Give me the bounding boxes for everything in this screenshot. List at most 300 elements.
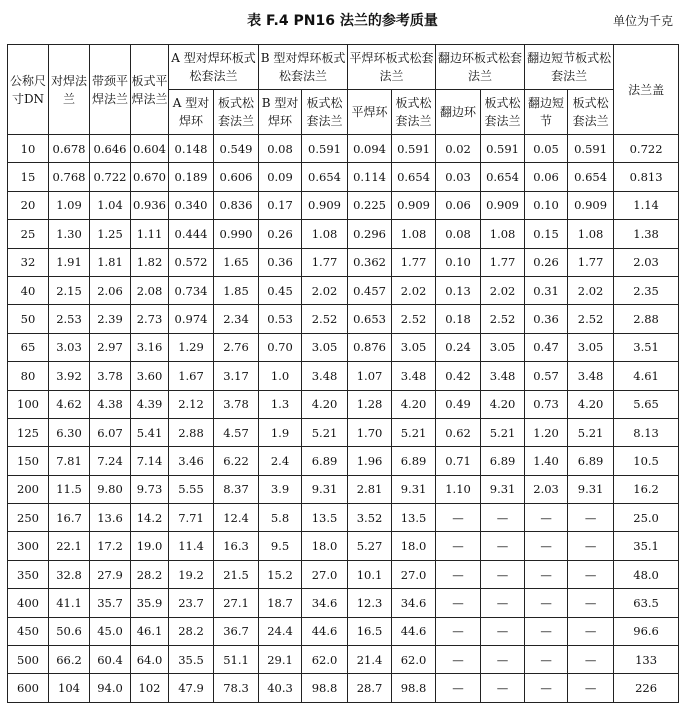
mass-cell: 2.88 [614, 305, 679, 333]
mass-cell: 0.09 [259, 163, 302, 191]
mass-cell: 0.722 [614, 135, 679, 163]
mass-cell: — [481, 504, 525, 532]
mass-cell: — [525, 589, 568, 617]
mass-cell: 104 [49, 674, 90, 702]
mass-cell: 0.653 [348, 305, 392, 333]
mass-cell: 1.9 [259, 418, 302, 446]
mass-cell: 13.5 [392, 504, 436, 532]
mass-cell: 0.768 [49, 163, 90, 191]
mass-cell: 6.89 [302, 447, 348, 475]
mass-cell: — [568, 674, 614, 702]
mass-cell: 3.48 [481, 362, 525, 390]
table-row [8, 674, 679, 702]
table-row [8, 532, 679, 560]
mass-cell: 4.20 [392, 390, 436, 418]
mass-cell: 3.48 [568, 362, 614, 390]
mass-cell: — [436, 674, 481, 702]
mass-cell: 23.7 [169, 589, 214, 617]
mass-cell: 27.0 [302, 560, 348, 588]
mass-cell: 5.8 [259, 504, 302, 532]
mass-cell: 0.26 [525, 248, 568, 276]
mass-cell: 0.36 [259, 248, 302, 276]
mass-cell: 0.13 [436, 276, 481, 304]
mass-cell: 94.0 [90, 674, 131, 702]
mass-cell: 13.5 [302, 504, 348, 532]
mass-cell: 2.35 [614, 276, 679, 304]
dn-cell: 350 [8, 560, 49, 588]
mass-cell: 4.20 [568, 390, 614, 418]
dn-cell: 50 [8, 305, 49, 333]
mass-cell: 0.094 [348, 135, 392, 163]
mass-cell: 12.4 [214, 504, 259, 532]
mass-cell: 133 [614, 646, 679, 674]
mass-cell: 47.9 [169, 674, 214, 702]
mass-cell: 0.572 [169, 248, 214, 276]
mass-cell: 0.70 [259, 333, 302, 361]
mass-cell: 9.31 [392, 475, 436, 503]
table-row [8, 248, 679, 276]
mass-cell: 0.26 [259, 220, 302, 248]
mass-cell: 0.362 [348, 248, 392, 276]
header-row-1 [8, 45, 679, 90]
mass-cell: 0.10 [525, 191, 568, 219]
dn-cell: 10 [8, 135, 49, 163]
dn-cell: 400 [8, 589, 49, 617]
mass-cell: 4.61 [614, 362, 679, 390]
mass-cell: 0.03 [436, 163, 481, 191]
dn-cell: 65 [8, 333, 49, 361]
mass-cell: 3.52 [348, 504, 392, 532]
mass-cell: 1.67 [169, 362, 214, 390]
mass-cell: — [568, 589, 614, 617]
mass-cell: 18.0 [302, 532, 348, 560]
mass-cell: — [568, 646, 614, 674]
table-row [8, 362, 679, 390]
mass-cell: 0.31 [525, 276, 568, 304]
mass-cell: 0.990 [214, 220, 259, 248]
mass-cell: 1.08 [392, 220, 436, 248]
mass-cell: 2.52 [392, 305, 436, 333]
col-a-flange: 板式松套法兰 [214, 90, 259, 135]
mass-cell: 5.41 [131, 418, 169, 446]
mass-cell: 0.42 [436, 362, 481, 390]
mass-cell: 64.0 [131, 646, 169, 674]
mass-cell: 0.678 [49, 135, 90, 163]
mass-cell: 1.65 [214, 248, 259, 276]
dn-cell: 20 [8, 191, 49, 219]
mass-cell: 36.7 [214, 617, 259, 645]
mass-cell: 0.57 [525, 362, 568, 390]
mass-cell: 0.646 [90, 135, 131, 163]
mass-cell: 5.65 [614, 390, 679, 418]
mass-cell: 3.05 [568, 333, 614, 361]
mass-cell: — [525, 532, 568, 560]
mass-cell: 5.21 [302, 418, 348, 446]
mass-cell: 1.77 [568, 248, 614, 276]
dn-cell: 40 [8, 276, 49, 304]
col-e-stub: 翻边短节 [525, 90, 568, 135]
mass-cell: 34.6 [392, 589, 436, 617]
mass-cell: 0.08 [259, 135, 302, 163]
mass-cell: 9.80 [90, 475, 131, 503]
table-row [8, 191, 679, 219]
col-b-ring: B 型对焊环 [259, 90, 302, 135]
mass-cell: 18.7 [259, 589, 302, 617]
mass-cell: 2.02 [392, 276, 436, 304]
mass-cell: — [568, 560, 614, 588]
mass-cell: 0.05 [525, 135, 568, 163]
mass-cell: 2.34 [214, 305, 259, 333]
mass-cell: 1.3 [259, 390, 302, 418]
mass-cell: 0.591 [481, 135, 525, 163]
mass-cell: 0.909 [392, 191, 436, 219]
mass-cell: 0.734 [169, 276, 214, 304]
mass-cell: — [481, 560, 525, 588]
mass-cell: 0.06 [525, 163, 568, 191]
mass-cell: 0.148 [169, 135, 214, 163]
mass-cell: 8.37 [214, 475, 259, 503]
unit-note: 单位为千克 [612, 14, 673, 28]
mass-cell: 1.20 [525, 418, 568, 446]
mass-cell: 19.0 [131, 532, 169, 560]
mass-cell: 2.52 [302, 305, 348, 333]
mass-cell: 11.4 [169, 532, 214, 560]
mass-cell: 1.08 [481, 220, 525, 248]
mass-cell: 1.28 [348, 390, 392, 418]
mass-cell: 0.836 [214, 191, 259, 219]
col-blind: 法兰盖 [614, 45, 679, 135]
mass-cell: 48.0 [614, 560, 679, 588]
mass-cell: 4.57 [214, 418, 259, 446]
mass-cell: 0.591 [568, 135, 614, 163]
mass-cell: 28.2 [169, 617, 214, 645]
table-title: 表 F.4 PN16 法兰的参考质量 [247, 13, 438, 29]
mass-cell: 1.70 [348, 418, 392, 446]
mass-cell: 5.21 [392, 418, 436, 446]
mass-cell: 41.1 [49, 589, 90, 617]
mass-cell: 1.09 [49, 191, 90, 219]
group-c: 平焊环板式松套法兰 [348, 45, 436, 90]
mass-cell: — [481, 646, 525, 674]
mass-cell: 98.8 [302, 674, 348, 702]
mass-cell: 5.21 [568, 418, 614, 446]
mass-cell: 2.15 [49, 276, 90, 304]
mass-cell: 9.31 [302, 475, 348, 503]
mass-cell: 35.1 [614, 532, 679, 560]
mass-cell: 1.77 [392, 248, 436, 276]
table-row [8, 447, 679, 475]
mass-cell: 44.6 [392, 617, 436, 645]
dn-cell: 600 [8, 674, 49, 702]
mass-cell: 98.8 [392, 674, 436, 702]
mass-cell: 1.29 [169, 333, 214, 361]
mass-cell: 0.654 [302, 163, 348, 191]
dn-cell: 100 [8, 390, 49, 418]
mass-cell: 1.81 [90, 248, 131, 276]
mass-cell: 0.36 [525, 305, 568, 333]
mass-cell: 2.02 [568, 276, 614, 304]
col-plate-slip: 板式平焊法兰 [131, 45, 169, 135]
table-body [8, 135, 679, 703]
mass-cell: — [436, 617, 481, 645]
mass-cell: 0.670 [131, 163, 169, 191]
mass-cell: 0.73 [525, 390, 568, 418]
dn-cell: 32 [8, 248, 49, 276]
mass-cell: 0.549 [214, 135, 259, 163]
mass-cell: 102 [131, 674, 169, 702]
table-row [8, 390, 679, 418]
mass-cell: 2.06 [90, 276, 131, 304]
mass-cell: 3.60 [131, 362, 169, 390]
col-e-flange: 板式松套法兰 [568, 90, 614, 135]
mass-cell: 3.9 [259, 475, 302, 503]
mass-cell: 2.08 [131, 276, 169, 304]
mass-cell: 66.2 [49, 646, 90, 674]
mass-cell: 1.10 [436, 475, 481, 503]
mass-cell: 1.25 [90, 220, 131, 248]
dn-cell: 500 [8, 646, 49, 674]
mass-cell: 3.16 [131, 333, 169, 361]
table-row [8, 305, 679, 333]
mass-cell: 1.0 [259, 362, 302, 390]
mass-cell: 3.48 [392, 362, 436, 390]
mass-cell: — [525, 560, 568, 588]
mass-cell: 2.97 [90, 333, 131, 361]
mass-cell: 0.71 [436, 447, 481, 475]
mass-cell: 3.05 [481, 333, 525, 361]
mass-cell: 0.591 [392, 135, 436, 163]
col-c-flange: 板式松套法兰 [392, 90, 436, 135]
mass-cell: 4.20 [302, 390, 348, 418]
mass-cell: 0.444 [169, 220, 214, 248]
table-row [8, 418, 679, 446]
group-e: 翻边短节板式松套法兰 [525, 45, 614, 90]
table-row [8, 560, 679, 588]
group-a: A 型对焊环板式松套法兰 [169, 45, 259, 90]
mass-cell: 0.936 [131, 191, 169, 219]
mass-cell: 35.7 [90, 589, 131, 617]
mass-cell: 0.591 [302, 135, 348, 163]
mass-cell: 2.4 [259, 447, 302, 475]
mass-cell: 1.14 [614, 191, 679, 219]
dn-cell: 15 [8, 163, 49, 191]
table-row [8, 646, 679, 674]
dn-cell: 125 [8, 418, 49, 446]
mass-cell: 2.02 [481, 276, 525, 304]
mass-cell: 0.08 [436, 220, 481, 248]
mass-cell: 1.07 [348, 362, 392, 390]
group-b: B 型对焊环板式松套法兰 [259, 45, 348, 90]
mass-cell: 8.13 [614, 418, 679, 446]
col-d-ring: 翻边环 [436, 90, 481, 135]
dn-cell: 150 [8, 447, 49, 475]
mass-cell: 0.225 [348, 191, 392, 219]
mass-cell: 0.15 [525, 220, 568, 248]
mass-cell: 2.81 [348, 475, 392, 503]
col-weld-neck: 对焊法兰 [49, 45, 90, 135]
mass-cell: 9.31 [568, 475, 614, 503]
dn-cell: 200 [8, 475, 49, 503]
mass-cell: 6.89 [568, 447, 614, 475]
table-row [8, 276, 679, 304]
mass-cell: — [568, 532, 614, 560]
mass-cell: — [568, 617, 614, 645]
mass-cell: 0.654 [392, 163, 436, 191]
mass-cell: 0.340 [169, 191, 214, 219]
mass-cell: 15.2 [259, 560, 302, 588]
mass-cell: 1.96 [348, 447, 392, 475]
dn-cell: 80 [8, 362, 49, 390]
mass-cell: 46.1 [131, 617, 169, 645]
mass-cell: 6.07 [90, 418, 131, 446]
mass-cell: — [525, 646, 568, 674]
mass-cell: 2.03 [525, 475, 568, 503]
mass-cell: 6.89 [392, 447, 436, 475]
mass-cell: 0.457 [348, 276, 392, 304]
mass-cell: 7.81 [49, 447, 90, 475]
col-c-ring: 平焊环 [348, 90, 392, 135]
mass-cell: 0.909 [302, 191, 348, 219]
mass-cell: 25.0 [614, 504, 679, 532]
mass-cell: 0.02 [436, 135, 481, 163]
mass-cell: — [481, 674, 525, 702]
mass-cell: 11.5 [49, 475, 90, 503]
mass-cell: 1.08 [302, 220, 348, 248]
mass-cell: 6.89 [481, 447, 525, 475]
mass-cell: 9.5 [259, 532, 302, 560]
mass-cell: 6.30 [49, 418, 90, 446]
mass-cell: 5.27 [348, 532, 392, 560]
dn-cell: 300 [8, 532, 49, 560]
mass-cell: 21.4 [348, 646, 392, 674]
mass-cell: 5.21 [481, 418, 525, 446]
mass-cell: 60.4 [90, 646, 131, 674]
mass-cell: 16.3 [214, 532, 259, 560]
mass-cell: 3.17 [214, 362, 259, 390]
mass-cell: 0.606 [214, 163, 259, 191]
table-row [8, 504, 679, 532]
mass-cell: 35.9 [131, 589, 169, 617]
mass-cell: 14.2 [131, 504, 169, 532]
col-d-flange: 板式松套法兰 [481, 90, 525, 135]
mass-cell: — [481, 617, 525, 645]
mass-cell: 1.30 [49, 220, 90, 248]
col-neck-slip: 带颈平焊法兰 [90, 45, 131, 135]
mass-cell: 1.40 [525, 447, 568, 475]
mass-cell: 16.7 [49, 504, 90, 532]
mass-cell: 0.62 [436, 418, 481, 446]
mass-cell: 2.76 [214, 333, 259, 361]
mass-cell: 1.82 [131, 248, 169, 276]
mass-cell: 3.05 [392, 333, 436, 361]
mass-cell: 0.17 [259, 191, 302, 219]
mass-cell: 0.909 [568, 191, 614, 219]
col-a-ring: A 型对焊环 [169, 90, 214, 135]
mass-cell: 0.49 [436, 390, 481, 418]
dn-cell: 25 [8, 220, 49, 248]
mass-cell: 3.03 [49, 333, 90, 361]
mass-cell: 4.39 [131, 390, 169, 418]
mass-cell: 27.1 [214, 589, 259, 617]
mass-cell: 3.51 [614, 333, 679, 361]
mass-cell: 0.114 [348, 163, 392, 191]
mass-cell: 3.92 [49, 362, 90, 390]
mass-cell: 28.7 [348, 674, 392, 702]
mass-cell: 19.2 [169, 560, 214, 588]
table-row [8, 135, 679, 163]
mass-cell: 32.8 [49, 560, 90, 588]
mass-cell: 17.2 [90, 532, 131, 560]
mass-cell: 7.71 [169, 504, 214, 532]
mass-cell: 0.909 [481, 191, 525, 219]
mass-cell: — [525, 504, 568, 532]
mass-cell: 1.04 [90, 191, 131, 219]
mass-cell: 3.78 [214, 390, 259, 418]
mass-cell: 2.12 [169, 390, 214, 418]
mass-cell: 2.03 [614, 248, 679, 276]
mass-cell: 0.974 [169, 305, 214, 333]
mass-cell: — [525, 674, 568, 702]
mass-cell: 21.5 [214, 560, 259, 588]
mass-cell: — [481, 589, 525, 617]
mass-cell: — [568, 504, 614, 532]
mass-cell: 22.1 [49, 532, 90, 560]
mass-cell: 2.39 [90, 305, 131, 333]
table-row [8, 163, 679, 191]
mass-cell: — [436, 504, 481, 532]
mass-cell: 0.24 [436, 333, 481, 361]
table-row [8, 475, 679, 503]
dn-cell: 250 [8, 504, 49, 532]
mass-cell: — [436, 560, 481, 588]
mass-cell: 0.876 [348, 333, 392, 361]
mass-cell: — [436, 589, 481, 617]
mass-cell: 226 [614, 674, 679, 702]
mass-cell: 3.46 [169, 447, 214, 475]
table-row [8, 617, 679, 645]
table-row [8, 589, 679, 617]
mass-cell: 0.654 [481, 163, 525, 191]
mass-cell: 10.1 [348, 560, 392, 588]
mass-cell: 1.77 [302, 248, 348, 276]
mass-cell: 62.0 [302, 646, 348, 674]
mass-cell: 2.73 [131, 305, 169, 333]
mass-cell: 2.53 [49, 305, 90, 333]
mass-cell: 2.52 [568, 305, 614, 333]
mass-cell: 27.9 [90, 560, 131, 588]
mass-cell: 24.4 [259, 617, 302, 645]
mass-cell: 0.604 [131, 135, 169, 163]
mass-cell: 0.45 [259, 276, 302, 304]
mass-cell: 4.62 [49, 390, 90, 418]
mass-cell: 3.78 [90, 362, 131, 390]
mass-cell: 0.722 [90, 163, 131, 191]
mass-cell: 0.813 [614, 163, 679, 191]
mass-cell: 13.6 [90, 504, 131, 532]
flange-mass-table [7, 44, 679, 703]
col-b-flange: 板式松套法兰 [302, 90, 348, 135]
mass-cell: 50.6 [49, 617, 90, 645]
mass-cell: 1.38 [614, 220, 679, 248]
mass-cell: 1.08 [568, 220, 614, 248]
table-caption [0, 10, 685, 32]
mass-cell: 1.11 [131, 220, 169, 248]
mass-cell: 0.189 [169, 163, 214, 191]
mass-cell: 12.3 [348, 589, 392, 617]
mass-cell: 7.14 [131, 447, 169, 475]
mass-cell: 10.5 [614, 447, 679, 475]
mass-cell: 18.0 [392, 532, 436, 560]
